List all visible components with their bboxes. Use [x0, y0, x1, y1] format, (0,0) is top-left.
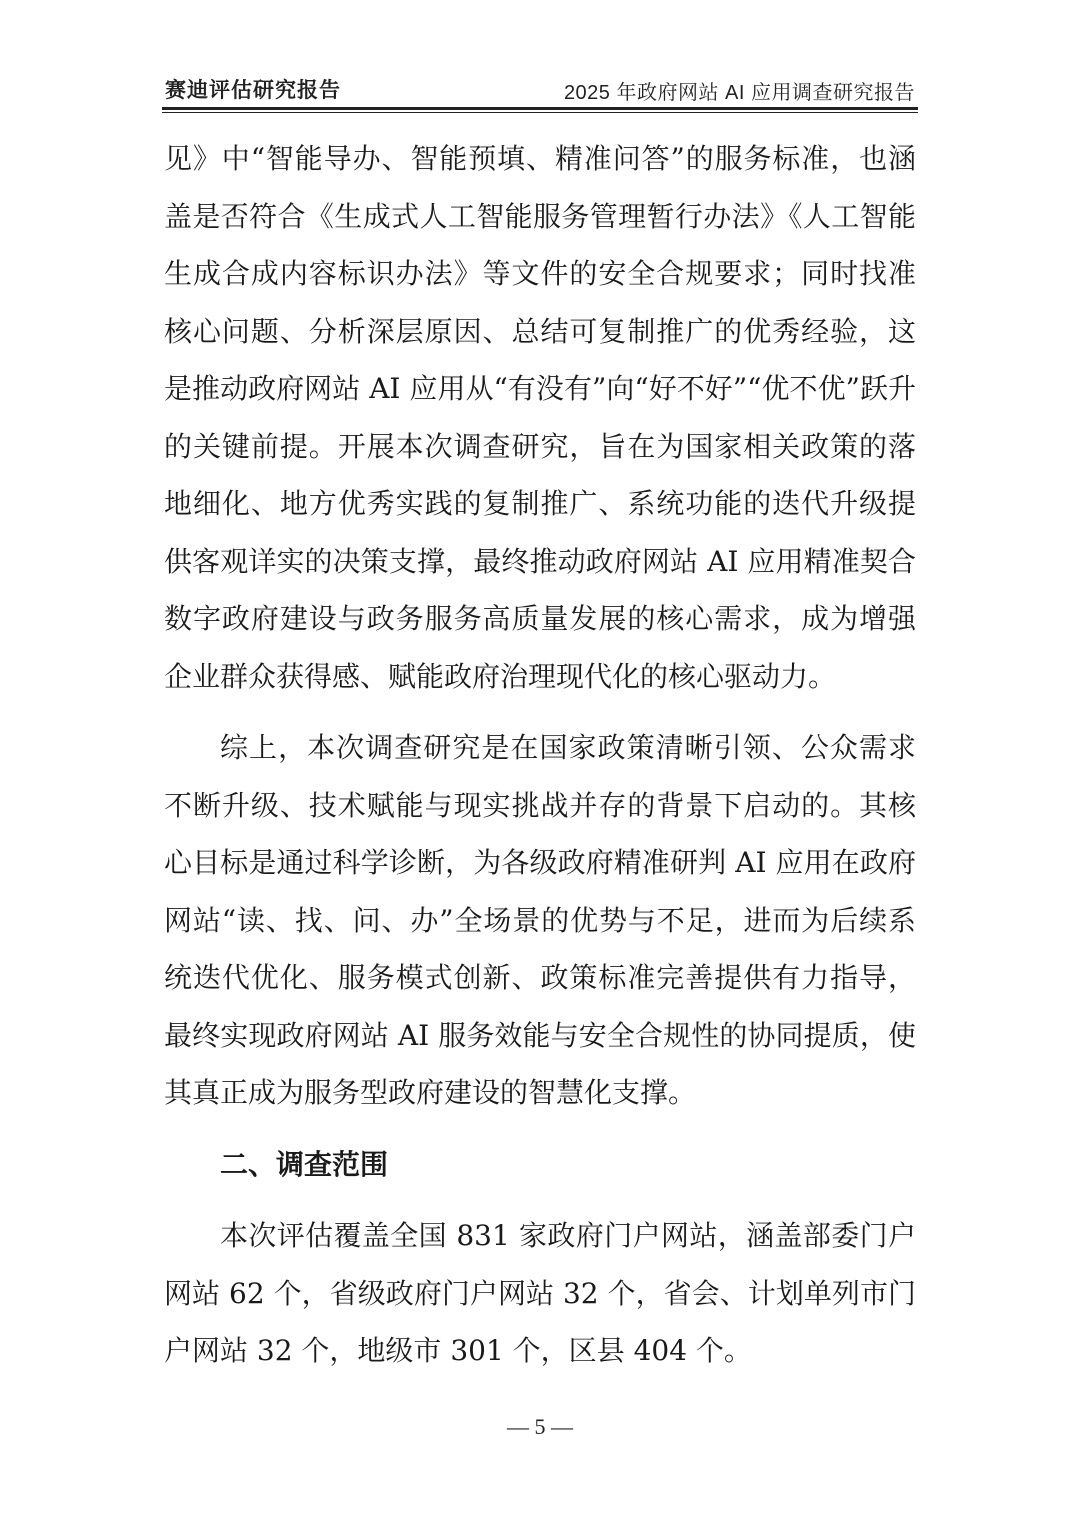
header-divider-thin [162, 112, 918, 113]
section-heading: 二、调查范围 [220, 1147, 389, 1181]
paragraph: 本次评估覆盖全国 831 家政府门户网站，涵盖部委门户网站 62 个，省级政府门户网站 32 个，省会、计划单列市门户网站 32 个，地级市 301 个，区县 404 个。 [164, 1219, 916, 1367]
paragraph: 综上，本次调查研究是在国家政策清晰引领、公众需求不断升级、技术赋能与现实挑战并存的背景下启动的。其核心目标是通过科学诊断，为各级政府精准研判 AI 应用在政府网站“读、找、问、办”全场景的优势与不足，进而为后续系统迭代优化、服务模式创新、政策标准完善提供有力指导，最终实现政府网站 AI 服务效能与安全合规性的协同提质，使其真正成为服务型政府建设的智慧化支撑。 [164, 731, 916, 1109]
body-content [164, 130, 916, 1380]
header-divider [162, 107, 918, 110]
paragraph: 见》中“智能导办、智能预填、精准问答”的服务标准，也涵盖是否符合《生成式人工智能服务管理暂行办法》《人工智能生成合成内容标识办法》等文件的安全合规要求；同时找准核心问题、分析深层原因、总结可复制推广的优秀经验，这是推动政府网站 AI 应用从“有没有”向“好不好”“优不优”跃升的关键前提。开展本次调查研究，旨在为国家相关政策的落地细化、地方优秀实践的复制推广、系统功能的迭代升级提供客观详实的决策支撑，最终推动政府网站 AI 应用精准契合数字政府建设与政务服务高质量发展的核心需求，成为增强企业群众获得感、赋能政府治理现代化的核心驱动力。 [164, 142, 916, 693]
report-series-title: 赛迪评估研究报告 [165, 78, 341, 102]
page-number: — 5 — [507, 1414, 573, 1439]
report-title: 2025 年政府网站 AI 应用调查研究报告 [563, 82, 915, 104]
